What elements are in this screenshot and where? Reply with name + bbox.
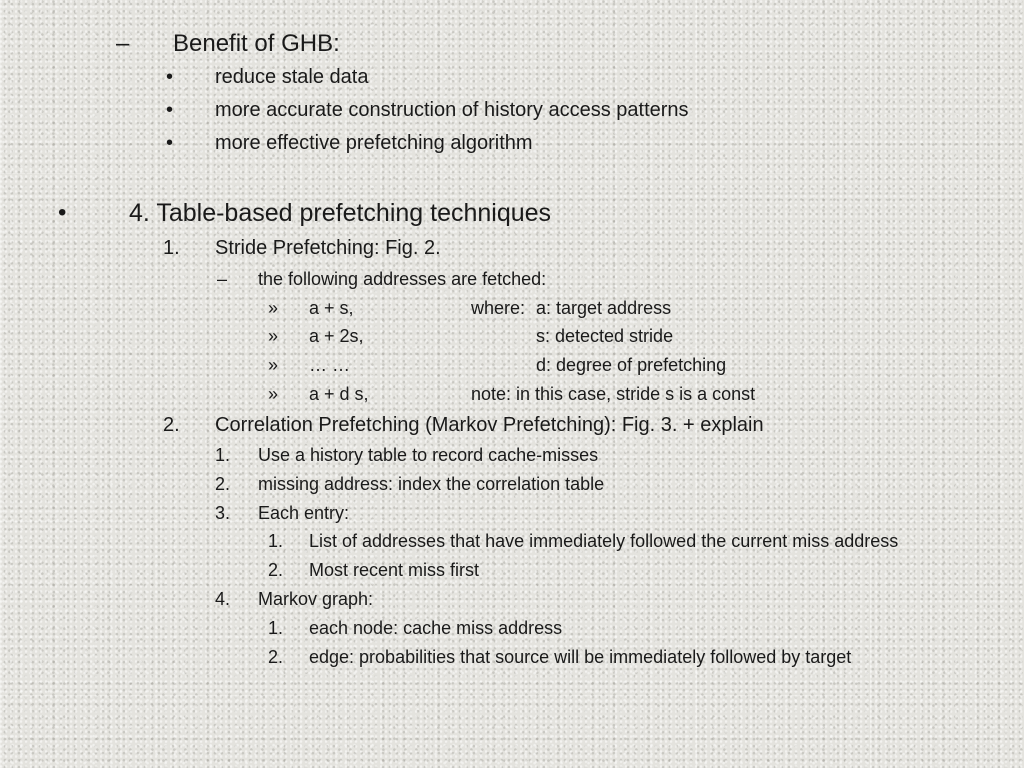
list-item: edge: probabilities that source will be immediately followed by target (309, 647, 852, 667)
list-number: 1. (268, 618, 284, 638)
raquo-marker: » (268, 298, 279, 318)
stride-row-note: d: degree of prefetching (536, 355, 727, 375)
list-item: Use a history table to record cache-misses (258, 445, 599, 465)
list-item: List of addresses that have immediately followed the current miss address (309, 531, 899, 551)
list-number: 1. (268, 531, 284, 551)
list-number: 2. (268, 560, 284, 580)
list-number: 2. (163, 414, 180, 436)
list-number: 3. (215, 503, 231, 523)
list-item: each node: cache miss address (309, 618, 563, 638)
stride-row-left: … … (309, 355, 351, 375)
stride-title: Stride Prefetching: Fig. 2. (215, 237, 441, 259)
stride-row-left: a + s, (309, 298, 354, 318)
raquo-marker: » (268, 355, 279, 375)
stride-row-note: s: detected stride (536, 326, 674, 346)
list-number: 2. (215, 474, 231, 494)
stride-row-note: a: target address (536, 298, 672, 318)
dash-marker: – (217, 269, 228, 289)
stride-row-note-prefix: where: (471, 298, 526, 318)
bullet-marker: • (58, 199, 67, 226)
ghb-heading: Benefit of GHB: (173, 30, 340, 57)
ghb-bullet-3: more effective prefetching algorithm (215, 132, 533, 154)
ghb-bullet-2: more accurate construction of history access patterns (215, 99, 689, 121)
list-number: 1. (215, 445, 231, 465)
section-heading: 4. Table-based prefetching techniques (129, 199, 552, 227)
list-number: 2. (268, 647, 284, 667)
stride-subtitle: the following addresses are fetched: (258, 269, 547, 289)
list-number: 4. (215, 589, 231, 609)
list-item: Each entry: (258, 503, 350, 523)
ghb-bullet-1: reduce stale data (215, 66, 369, 88)
bullet-marker: • (166, 132, 174, 154)
raquo-marker: » (268, 384, 279, 404)
stride-row-left: a + 2s, (309, 326, 364, 346)
correlation-title: Correlation Prefetching (Markov Prefetching): Fig. 3. + explain (215, 414, 764, 436)
list-item: Most recent miss first (309, 560, 480, 580)
raquo-marker: » (268, 326, 279, 346)
bullet-marker: • (166, 66, 174, 88)
list-number: 1. (163, 237, 180, 259)
list-item: Markov graph: (258, 589, 374, 609)
stride-row-note: note: in this case, stride s is a const (471, 384, 756, 404)
list-item: missing address: index the correlation table (258, 474, 605, 494)
bullet-marker: • (166, 99, 174, 121)
dash-marker: – (116, 30, 130, 57)
stride-row-left: a + d s, (309, 384, 369, 404)
